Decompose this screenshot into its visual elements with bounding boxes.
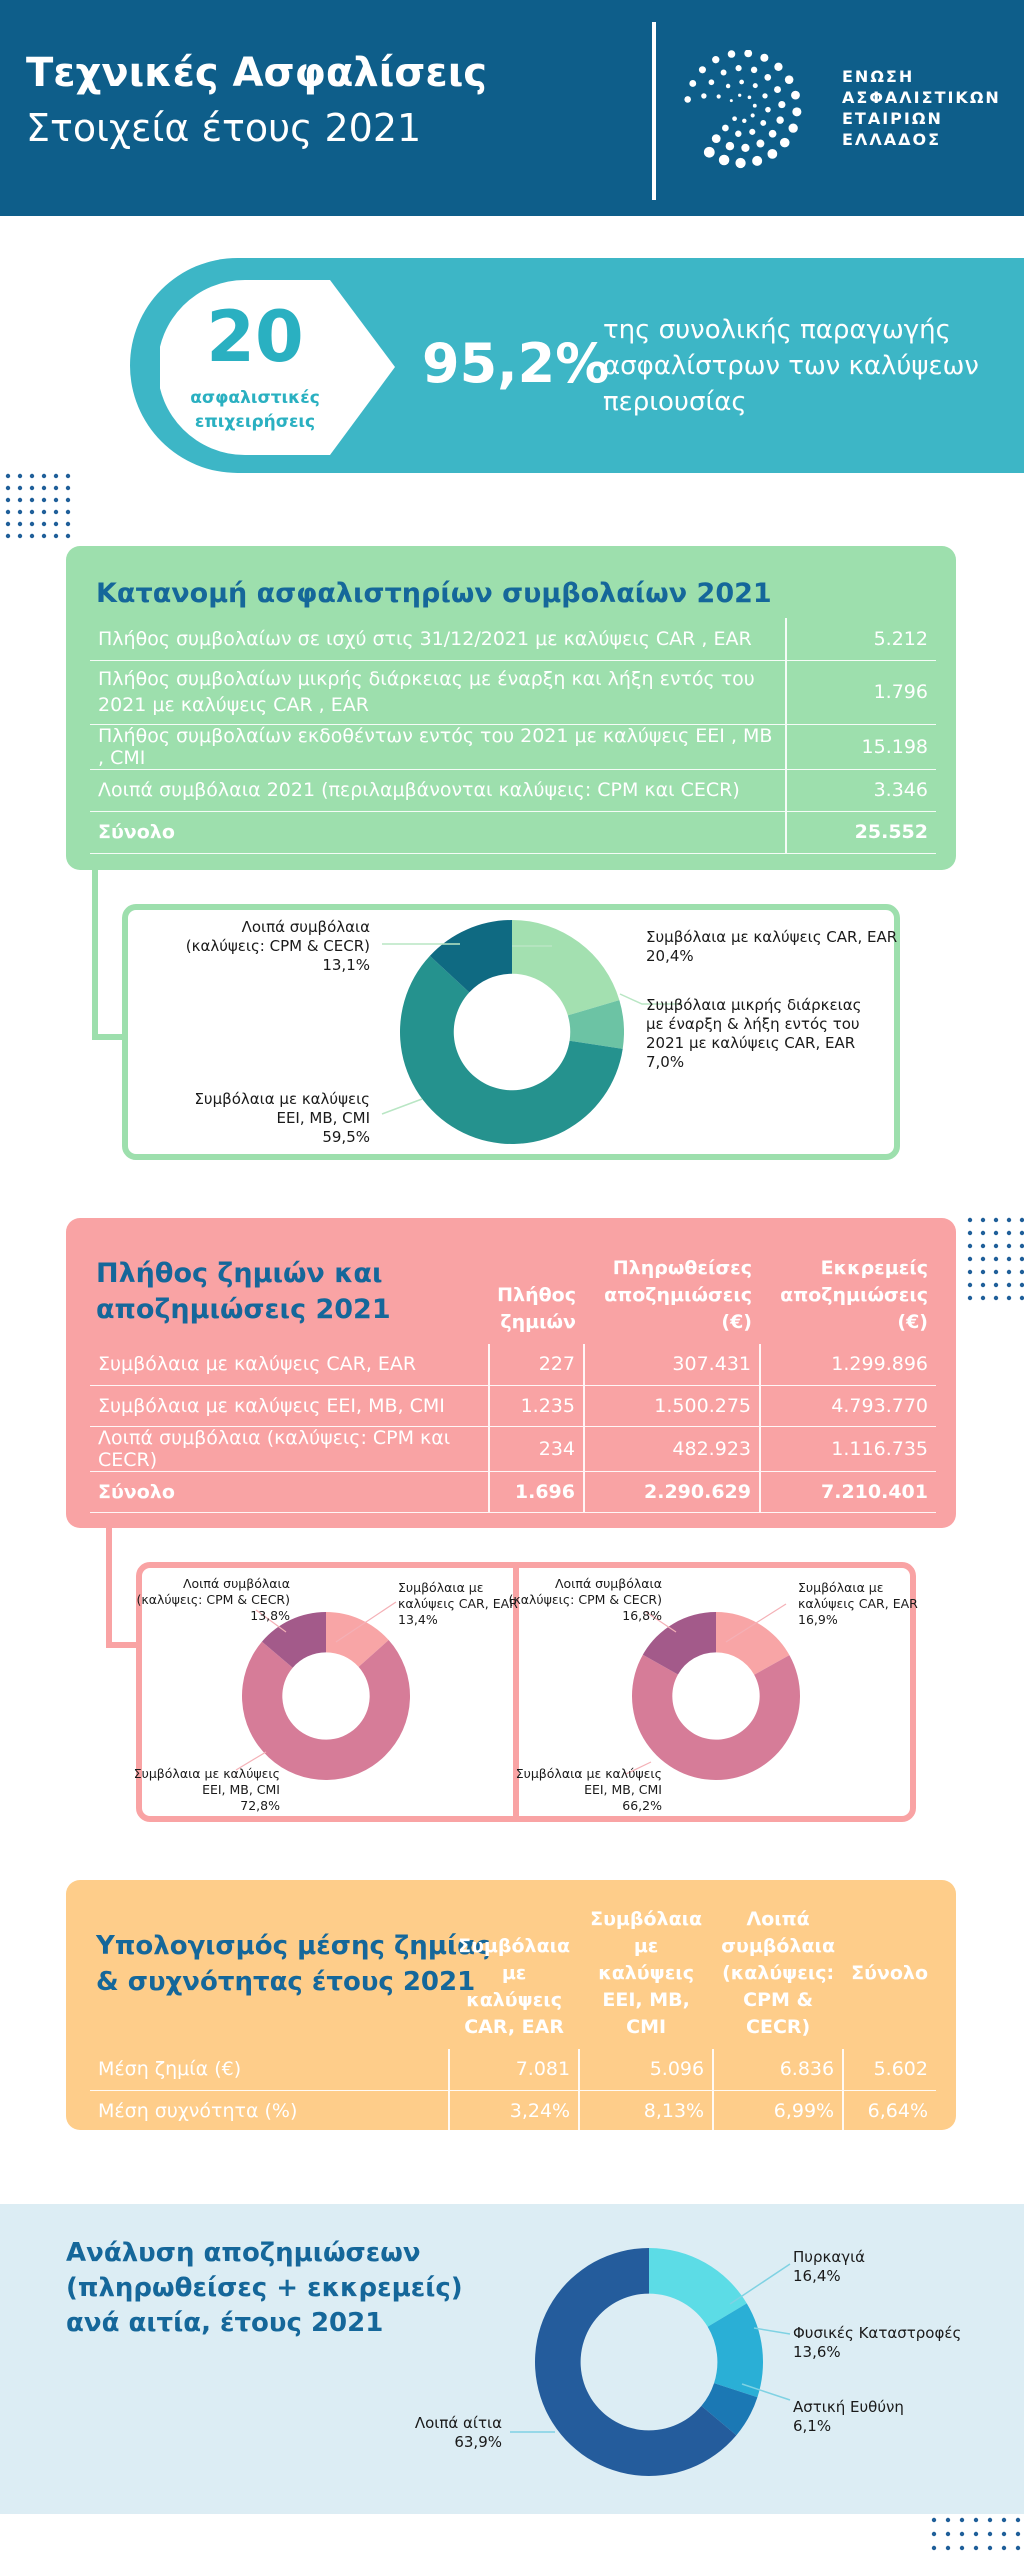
decorative-dot bbox=[981, 1244, 985, 1248]
logo-dot bbox=[712, 134, 721, 143]
decorative-dot bbox=[1007, 1244, 1011, 1248]
decorative-dot bbox=[66, 534, 70, 538]
decorative-dot bbox=[932, 2532, 936, 2536]
chart2-label-other: Λοιπά συμβόλαια (καλύψεις: CPM & CECR) 16,8% bbox=[508, 1576, 662, 1623]
table-total-row: Σύνολο 1.696 2.290.629 7.210.401 bbox=[90, 1471, 936, 1512]
decorative-dot bbox=[18, 486, 22, 490]
decorative-dot bbox=[54, 486, 58, 490]
logo-dot bbox=[728, 50, 736, 58]
decorative-dot bbox=[30, 498, 34, 502]
header-divider bbox=[652, 22, 656, 200]
decorative-dot bbox=[1016, 2518, 1020, 2522]
logo-dot bbox=[735, 131, 741, 137]
chart-label-short: Συμβόλαια μικρής διάρκειας με έναρξη & λήξη εντός του 2021 με καλύψεις CAR, EAR 7,0% bbox=[646, 996, 862, 1071]
chart1-label-other: Λοιπά συμβόλαια (καλύψεις: CPM & CECR) 13,8% bbox=[136, 1576, 290, 1623]
table-row: Μέση ζημία (€) 7.081 5.096 6.836 5.602 bbox=[90, 2049, 936, 2090]
share-percentage: 95,2% bbox=[422, 332, 610, 395]
decorative-dot bbox=[981, 1218, 985, 1222]
decorative-dot bbox=[974, 2532, 978, 2536]
page-subtitle: Στοιχεία έτους 2021 bbox=[26, 106, 422, 150]
causes-label-liability: Αστική Ευθύνη 6,1% bbox=[793, 2398, 904, 2435]
logo-dot bbox=[776, 116, 783, 123]
decorative-dot bbox=[932, 2518, 936, 2522]
decorative-dot bbox=[1020, 1283, 1024, 1287]
page-title: Τεχνικές Ασφαλίσεις bbox=[26, 50, 487, 96]
decorative-dot bbox=[974, 2518, 978, 2522]
logo-dot bbox=[753, 104, 757, 108]
logo-dot bbox=[726, 142, 734, 150]
association-logo-text: ΕΝΩΣΗ ΑΣΦΑΛΙΣΤΙΚΩΝ ΕΤΑΙΡΙΩΝ ΕΛΛΑΔΟΣ bbox=[842, 67, 1001, 149]
decorative-dot bbox=[968, 1218, 972, 1222]
logo-dot bbox=[744, 50, 752, 57]
decorative-dot bbox=[1007, 1257, 1011, 1261]
decorative-dot bbox=[54, 522, 58, 526]
logo-dot bbox=[778, 101, 785, 108]
decorative-dot bbox=[968, 1283, 972, 1287]
logo-dot bbox=[789, 124, 798, 133]
decorative-dot bbox=[42, 498, 46, 502]
decorative-dot bbox=[42, 522, 46, 526]
decorative-dot bbox=[1007, 1283, 1011, 1287]
logo-dot bbox=[684, 96, 691, 103]
decorative-dot bbox=[54, 510, 58, 514]
decorative-dot bbox=[981, 1270, 985, 1274]
logo-dot bbox=[764, 74, 771, 81]
logo-dot bbox=[701, 93, 706, 98]
claims-title: Πλήθος ζημιών και αποζημιώσεις 2021 bbox=[96, 1258, 391, 1325]
chart1-label-eei: Συμβόλαια με καλύψεις EEI, MB, CMI 72,8% bbox=[133, 1766, 280, 1813]
decorative-dot bbox=[30, 534, 34, 538]
table-row: Πλήθος συμβολαίων εκδοθέντων εντός του 2021 με καλύψεις EEI , MB , CMI 15.198 bbox=[90, 724, 936, 769]
decorative-dot bbox=[54, 498, 58, 502]
decorative-dot bbox=[1002, 2532, 1006, 2536]
decorative-dot bbox=[960, 2532, 964, 2536]
association-logo-icon bbox=[672, 50, 822, 170]
decorative-dot bbox=[960, 2518, 964, 2522]
logo-dot bbox=[732, 116, 737, 121]
decorative-dot bbox=[968, 1231, 972, 1235]
chart2-label-eei: Συμβόλαια με καλύψεις EEI, MB, CMI 66,2% bbox=[515, 1766, 662, 1813]
chart-label-other: Λοιπά συμβόλαια (καλύψεις: CPM & CECR) 13,1% bbox=[185, 918, 370, 974]
table-header-row: Πλήθος ζημιών Πληρωθείσες αποζημιώσεις (€) Εκκρεμείς αποζημιώσεις (€) bbox=[497, 1257, 928, 1333]
connector-line bbox=[92, 1034, 126, 1040]
decorative-dot bbox=[66, 510, 70, 514]
decorative-dot bbox=[994, 1231, 998, 1235]
decorative-dot bbox=[988, 2518, 992, 2522]
companies-label: ασφαλιστικές επιχειρήσεις bbox=[190, 388, 320, 432]
decorative-dot bbox=[932, 2546, 936, 2550]
logo-dot bbox=[749, 129, 755, 135]
decorative-dot bbox=[981, 1296, 985, 1300]
decorative-dot bbox=[968, 1270, 972, 1274]
companies-count: 20 bbox=[206, 296, 304, 378]
logo-dot bbox=[751, 67, 757, 73]
average-title: Υπολογισμός μέσης ζημίας & συχνότητας έτους 2021 bbox=[96, 1931, 491, 1997]
decorative-dot bbox=[946, 2532, 950, 2536]
table-row: Πλήθος συμβολαίων σε ισχύ στις 31/12/2021 με καλύψεις CAR , EAR 5.212 bbox=[90, 618, 936, 660]
logo-dot bbox=[767, 149, 777, 159]
decorative-dot bbox=[1007, 1231, 1011, 1235]
decorative-dot bbox=[66, 474, 70, 478]
logo-dot bbox=[748, 96, 752, 100]
decorative-dot bbox=[1016, 2546, 1020, 2550]
decorative-dot bbox=[18, 474, 22, 478]
decorative-dot bbox=[1007, 1270, 1011, 1274]
logo-dot bbox=[756, 140, 764, 148]
decorative-dot bbox=[18, 510, 22, 514]
decorative-dot bbox=[1020, 1257, 1024, 1261]
table-header-row: Συμβόλαια με καλύψεις CAR, EAR Συμβόλαια με καλύψεις EEI, MB, CMI Λοιπά συμβόλαια (καλύψεις: CPM & CECR) Σύνολο bbox=[458, 1908, 928, 2038]
decorative-dot bbox=[1002, 2518, 1006, 2522]
decorative-dot bbox=[66, 522, 70, 526]
decorative-dot bbox=[981, 1257, 985, 1261]
logo-dot bbox=[717, 94, 721, 98]
decorative-dot bbox=[30, 510, 34, 514]
decorative-dot bbox=[994, 1283, 998, 1287]
table-row: Λοιπά συμβόλαια 2021 (περιλαμβάνονται καλύψεις: CPM και CECR) 3.346 bbox=[90, 769, 936, 811]
connector-line bbox=[92, 868, 98, 1040]
logo-dot bbox=[791, 91, 800, 100]
decorative-dot bbox=[1020, 1296, 1024, 1300]
decorative-dot bbox=[66, 486, 70, 490]
logo-dot bbox=[721, 70, 727, 76]
decorative-dot bbox=[6, 474, 10, 478]
decorative-dot bbox=[946, 2518, 950, 2522]
decorative-dot bbox=[968, 1244, 972, 1248]
logo-dot bbox=[712, 56, 719, 63]
decorative-dot bbox=[994, 1218, 998, 1222]
logo-dot bbox=[751, 113, 755, 117]
logo-dot bbox=[753, 83, 758, 88]
decorative-dot bbox=[960, 2546, 964, 2550]
table-row: Πλήθος συμβολαίων μικρής διάρκειας με έναρξη και λήξη εντός του 2021 με καλύψεις CAR , EAR 1.796 bbox=[90, 660, 936, 724]
decorative-dot bbox=[968, 1257, 972, 1261]
decorative-dot bbox=[6, 522, 10, 526]
logo-dot bbox=[742, 119, 746, 123]
table-row: Συμβόλαια με καλύψεις CAR, EAR 227 307.431 1.299.896 bbox=[90, 1344, 936, 1385]
logo-dot bbox=[709, 79, 715, 85]
logo-dot bbox=[722, 125, 729, 132]
decorative-dot bbox=[994, 1270, 998, 1274]
logo-dot bbox=[719, 155, 730, 166]
logo-dot bbox=[785, 75, 794, 84]
chart-label-car: Συμβόλαια με καλύψεις CAR, EAR 20,4% bbox=[646, 928, 898, 965]
logo-dot bbox=[760, 120, 766, 126]
logo-dot bbox=[780, 138, 790, 148]
logo-dot bbox=[765, 107, 771, 113]
logo-dot bbox=[792, 107, 801, 116]
decorative-dot bbox=[54, 534, 58, 538]
chart2-label-car: Συμβόλαια με καλύψεις CAR, EAR 16,9% bbox=[798, 1580, 918, 1627]
header bbox=[0, 0, 1024, 216]
decorative-dot bbox=[1007, 1218, 1011, 1222]
decorative-dot bbox=[1002, 2546, 1006, 2550]
connector-line bbox=[106, 1642, 140, 1648]
decorative-dot bbox=[1020, 1218, 1024, 1222]
decorative-dot bbox=[42, 474, 46, 478]
logo-dot bbox=[704, 147, 715, 158]
decorative-dot bbox=[968, 1296, 972, 1300]
decorative-dot bbox=[988, 2546, 992, 2550]
logo-dot bbox=[739, 80, 744, 85]
decorative-dot bbox=[1016, 2532, 1020, 2536]
decorative-dot bbox=[1020, 1244, 1024, 1248]
contracts-title: Κατανομή ασφαλιστηρίων συμβολαίων 2021 bbox=[96, 578, 772, 609]
chart1-label-car: Συμβόλαια με καλύψεις CAR, EAR 13,4% bbox=[398, 1580, 518, 1627]
decorative-dot bbox=[994, 1257, 998, 1261]
logo-dot bbox=[741, 144, 749, 152]
decorative-dot bbox=[974, 2546, 978, 2550]
logo-dot bbox=[726, 84, 730, 88]
claims-table bbox=[90, 1250, 936, 1513]
decorative-dot bbox=[54, 474, 58, 478]
logo-dot bbox=[760, 54, 768, 62]
logo-dot bbox=[769, 130, 777, 138]
decorative-dots-right bbox=[966, 1216, 1024, 1306]
decorative-dot bbox=[994, 1296, 998, 1300]
logo-dot bbox=[774, 86, 781, 93]
logo-dot bbox=[735, 158, 745, 168]
logo-dot bbox=[735, 65, 741, 71]
decorative-dot bbox=[988, 2532, 992, 2536]
decorative-dot bbox=[981, 1283, 985, 1287]
logo-dot bbox=[762, 93, 767, 98]
decorative-dot bbox=[30, 486, 34, 490]
decorative-dot bbox=[42, 510, 46, 514]
decorative-dot bbox=[30, 474, 34, 478]
decorative-dots-left bbox=[4, 472, 74, 542]
decorative-dot bbox=[994, 1244, 998, 1248]
table-row: Συμβόλαια με καλύψεις EEI, MB, CMI 1.235 1.500.275 4.793.770 bbox=[90, 1385, 936, 1426]
decorative-dot bbox=[42, 486, 46, 490]
decorative-dot bbox=[1007, 1296, 1011, 1300]
decorative-dot bbox=[1020, 1270, 1024, 1274]
logo-dot bbox=[699, 66, 706, 73]
decorative-dots-bottom bbox=[930, 2516, 1024, 2560]
decorative-dot bbox=[6, 486, 10, 490]
decorative-dot bbox=[981, 1231, 985, 1235]
logo-dot bbox=[689, 80, 696, 87]
causes-label-fire: Πυρκαγιά 16,4% bbox=[793, 2248, 866, 2285]
chart-label-eei: Συμβόλαια με καλύψεις EEI, MB, CMI 59,5% bbox=[194, 1090, 370, 1146]
average-table bbox=[90, 1906, 936, 2132]
decorative-dot bbox=[18, 534, 22, 538]
decorative-dot bbox=[18, 498, 22, 502]
decorative-dot bbox=[946, 2546, 950, 2550]
contracts-table bbox=[90, 618, 936, 854]
decorative-dot bbox=[6, 510, 10, 514]
causes-title: Ανάλυση αποζημιώσεων (πληρωθείσες + εκκρεμείς) ανά αιτία, έτους 2021 bbox=[66, 2238, 463, 2338]
decorative-dot bbox=[18, 522, 22, 526]
decorative-dot bbox=[6, 534, 10, 538]
causes-label-natural: Φυσικές Καταστροφές 13,6% bbox=[793, 2324, 962, 2361]
decorative-dot bbox=[66, 498, 70, 502]
causes-label-other: Λοιπά αίτια 63,9% bbox=[414, 2414, 502, 2451]
logo-dot bbox=[774, 63, 782, 71]
decorative-dot bbox=[6, 498, 10, 502]
logo-dot bbox=[730, 99, 733, 102]
logo-dot bbox=[738, 94, 741, 97]
logo-dot bbox=[752, 156, 762, 166]
table-total-row: Σύνολο 25.552 bbox=[90, 811, 936, 853]
table-row: Μέση συχνότητα (%) 3,24% 8,13% 6,99% 6,64% bbox=[90, 2090, 936, 2131]
share-description: της συνολικής παραγωγής ασφαλίστρων των καλύψεων περιουσίας bbox=[603, 315, 979, 417]
table-row: Λοιπά συμβόλαια (καλύψεις: CPM και CECR) 234 482.923 1.116.735 bbox=[90, 1426, 936, 1471]
decorative-dot bbox=[42, 534, 46, 538]
decorative-dot bbox=[30, 522, 34, 526]
decorative-dot bbox=[1020, 1231, 1024, 1235]
